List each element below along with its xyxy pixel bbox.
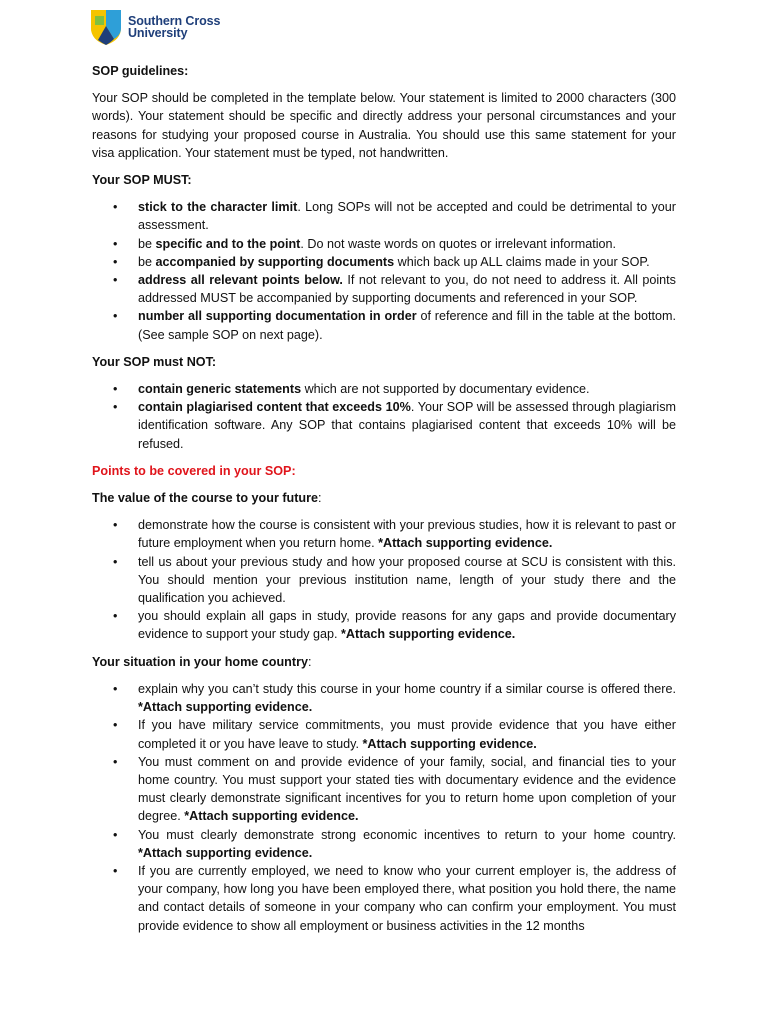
list-item: • address all relevant points below. If not relevant to you, do not need to address it. All points addressed MUST be accompanied by supporting documents and referenced in your SOP. xyxy=(113,273,676,306)
home-situation-list xyxy=(92,680,676,935)
list-item: • If you are currently employed, we need to know who your current employer is, the address of your company, how long you have been employed there, what position you hold there, the name and contact details of someone in your company who can confirm your employment. You must provide evidence to show all employment or business activities in the 12 months xyxy=(113,863,676,933)
logo-line-2: University xyxy=(128,26,188,40)
bullet: • xyxy=(113,236,118,251)
list-item: • be specific and to the point. Do not waste words on quotes or irrelevant information. xyxy=(92,235,676,253)
sop-must-list xyxy=(92,198,676,344)
list-item: • contain generic statements which are not supported by documentary evidence. xyxy=(92,380,676,398)
bullet: • xyxy=(113,681,118,696)
bullet: • xyxy=(113,254,118,269)
bullet: • xyxy=(113,200,118,215)
list-item: • be accompanied by supporting documents which back up ALL claims made in your SOP. xyxy=(92,253,676,271)
shield-logo-icon xyxy=(90,8,122,46)
list-item: • contain plagiarised content that exceeds 10%. Your SOP will be assessed through plagiarism identification software. Any SOP that contains plagiarised content that exceeds 10% will be refused. xyxy=(113,400,677,451)
bullet: • xyxy=(113,554,118,569)
bullet: • xyxy=(113,827,118,842)
list-item: • you should explain all gaps in study, provide reasons for any gaps and provide documentary evidence to support your study gap. *Attach supporting evidence. xyxy=(113,609,676,642)
bullet: • xyxy=(113,754,118,769)
course-value-heading: The value of the course to your future: xyxy=(92,491,322,506)
bullet: • xyxy=(113,718,118,733)
bullet: • xyxy=(113,382,118,397)
bullet: • xyxy=(113,518,118,533)
sop-must-heading: Your SOP MUST: xyxy=(92,173,192,188)
home-situation-heading: Your situation in your home country: xyxy=(92,654,312,669)
list-item: • If you have military service commitments, you must provide evidence that you have either completed it or you have leave to study. *Attach supporting evidence. xyxy=(113,718,676,751)
bullet: • xyxy=(113,400,118,415)
points-covered-heading: Points to be covered in your SOP: xyxy=(92,463,296,478)
course-value-list xyxy=(92,516,676,643)
logo-line-1: Southern Cross xyxy=(128,14,221,28)
university-logo xyxy=(90,8,220,46)
bullet: • xyxy=(113,273,118,288)
bullet: • xyxy=(113,309,118,324)
sop-must-not-list xyxy=(92,380,676,453)
list-item: • tell us about your previous study and how your proposed course at SCU is consistent with this. You should mention your previous institution name, length of your study there and the qualification you achieved. xyxy=(113,554,676,606)
sop-guidelines-heading: SOP guidelines: xyxy=(92,64,189,78)
sop-guidelines-intro: Your SOP should be completed in the template below. Your statement is limited to 2000 characters (300 words). Your statement should be specific and directly address your personal circumstances and your reasons for studying your proposed course in Australia. You should use this same statement for your visa application. Your statement must be typed, not handwritten. xyxy=(92,91,676,160)
logo-wordmark xyxy=(128,15,220,39)
bullet: • xyxy=(113,609,118,624)
list-item: • stick to the character limit. Long SOPs will not be accepted and could be detrimental to your assessment. xyxy=(113,200,676,233)
document-body xyxy=(92,62,676,935)
bullet: • xyxy=(113,863,118,878)
list-item: • You must clearly demonstrate strong economic incentives to return to your home country. *Attach supporting evidence. xyxy=(113,827,676,860)
list-item: • demonstrate how the course is consistent with your previous studies, how it is relevant to past or future employment when you return home. *Attach supporting evidence. xyxy=(113,518,676,551)
sop-must-not-heading: Your SOP must NOT: xyxy=(92,354,217,369)
list-item: • You must comment on and provide evidence of your family, social, and financial ties to your home country. You must support your stated ties with documentary evidence and the evidence must clearly demonstrate significant incentives for you to return home upon completion of your degree. *Attach supporting evidence. xyxy=(113,754,676,824)
list-item: • explain why you can’t study this course in your home country if a similar course is offered there. *Attach supporting evidence. xyxy=(113,681,676,715)
list-item: • number all supporting documentation in order of reference and fill in the table at the bottom. (See sample SOP on next page). xyxy=(113,309,676,342)
